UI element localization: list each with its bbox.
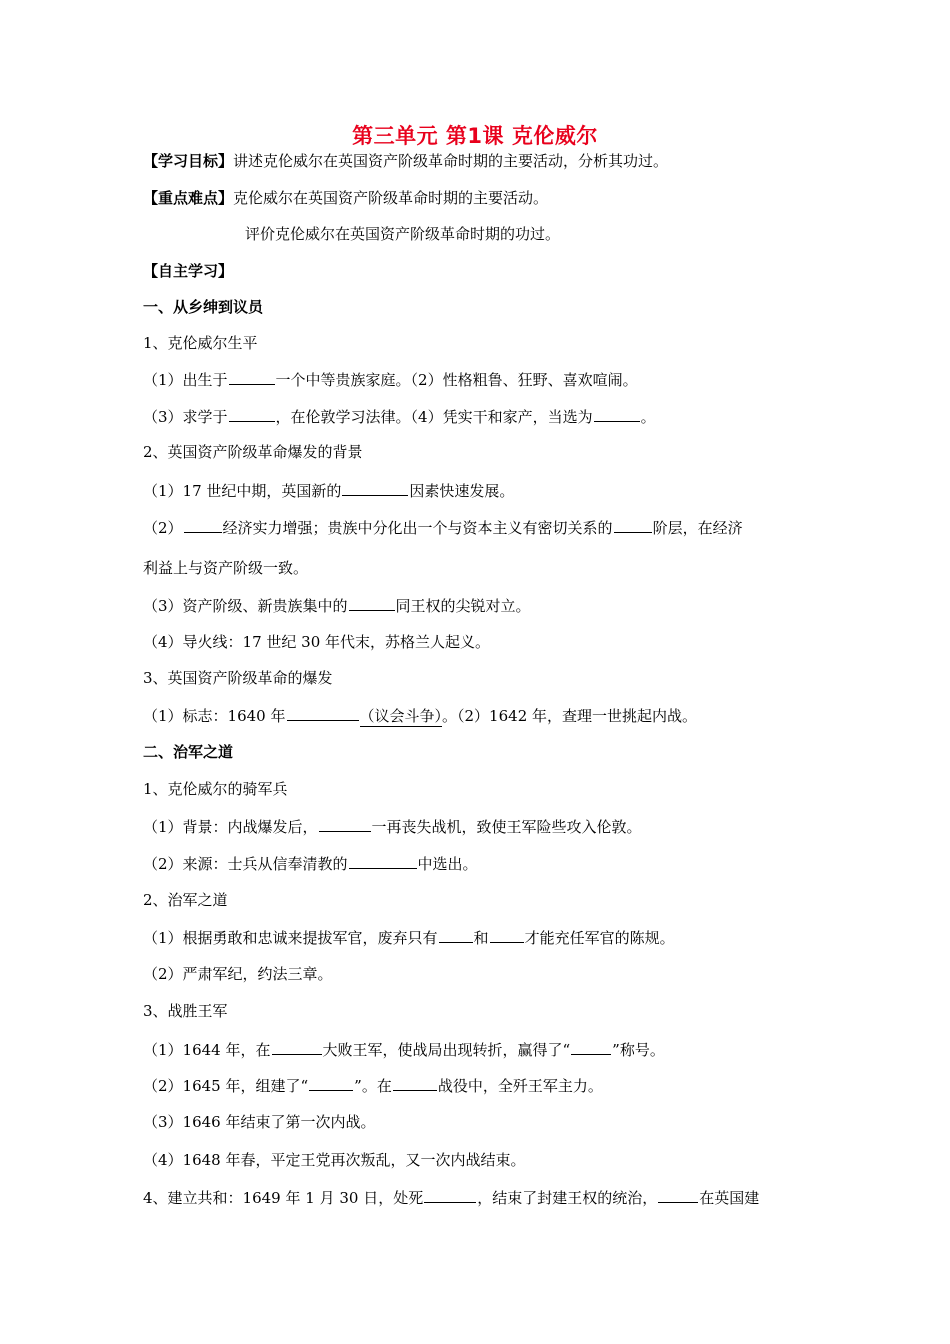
- section1-sub2-line3: 利益上与资产阶级一致。: [143, 559, 309, 577]
- self-study-heading: 【自主学习】: [143, 262, 234, 280]
- fill-blank[interactable]: [594, 405, 640, 422]
- section1-sub3-line1: [143, 704, 697, 727]
- text-fragment: （1）根据勇敢和忠诚来提拔军官，废弃只有: [143, 929, 438, 947]
- section2-sub3-line1: [143, 1038, 665, 1061]
- section2-sub1: 1、克伦威尔的骑军兵: [143, 780, 288, 798]
- text-fragment: （2）: [143, 519, 183, 537]
- text-fragment: （2）来源：士兵从信奉清教的: [143, 855, 348, 873]
- fill-blank[interactable]: [571, 1038, 611, 1055]
- objective-label: 【学习目标】: [143, 152, 234, 170]
- text-fragment: 战役中，全歼王军主力。: [437, 1077, 603, 1095]
- fill-blank[interactable]: [349, 852, 417, 869]
- text-fragment: ，结束了封建王权的统治，: [477, 1189, 658, 1207]
- fill-blank[interactable]: [342, 479, 408, 496]
- text-fragment: 大败王军，使战局出现转折，赢得了“: [322, 1041, 571, 1059]
- text-fragment: ，在伦敦学习法律。（4）凭实干和家产，当选为: [275, 408, 593, 426]
- section1-sub3: 3、英国资产阶级革命的爆发: [143, 669, 333, 687]
- section2-sub3-line4: （4）1648 年春，平定王党再次叛乱，又一次内战结束。: [143, 1151, 526, 1169]
- key-points: [143, 187, 548, 209]
- text-fragment: 才能充任军官的陈规。: [524, 929, 675, 947]
- section1-sub2-line4: [143, 594, 531, 617]
- section2-heading: 二、治军之道: [143, 743, 234, 761]
- section1-sub1: 1、克伦威尔生平: [143, 334, 258, 352]
- fill-blank[interactable]: [229, 368, 275, 385]
- text-fragment: （1）背景：内战爆发后，: [143, 818, 318, 836]
- keypoints-line2: 评价克伦威尔在英国资产阶级革命时期的功过。: [245, 225, 561, 243]
- fill-blank[interactable]: [490, 926, 524, 943]
- text-fragment: （2）1645 年，组建了“: [143, 1077, 309, 1095]
- text-fragment: 。（2）1642 年，查理一世挑起内战。: [442, 707, 698, 725]
- text-fragment: （3）求学于: [143, 408, 228, 426]
- text-fragment: 经济实力增强；贵族中分化出一个与资本主义有密切关系的: [222, 519, 613, 537]
- section1-sub2: 2、英国资产阶级革命爆发的背景: [143, 443, 363, 461]
- text-fragment: 因素快速发展。: [409, 482, 515, 500]
- text-fragment: 同王权的尖锐对立。: [395, 597, 531, 615]
- section2-sub3-line2: [143, 1074, 603, 1097]
- fill-blank[interactable]: [272, 1038, 322, 1055]
- text-fragment: 阶层，在经济: [652, 519, 743, 537]
- text-fragment: 中选出。: [417, 855, 478, 873]
- text-fragment: （1）17 世纪中期，英国新的: [143, 482, 342, 500]
- text-fragment: 和: [473, 929, 489, 947]
- text-fragment: （3）资产阶级、新贵族集中的: [143, 597, 348, 615]
- section2-sub2: 2、治军之道: [143, 891, 228, 909]
- section2-sub1-line2: [143, 852, 478, 875]
- text-fragment: 。: [640, 408, 656, 426]
- section2-sub3: 3、战胜王军: [143, 1002, 228, 1020]
- text-fragment: ”称号。: [612, 1041, 665, 1059]
- fill-blank[interactable]: [393, 1074, 437, 1091]
- text-fragment: （1）1644 年，在: [143, 1041, 271, 1059]
- section2-sub2-line1: [143, 926, 675, 949]
- fill-blank[interactable]: [184, 516, 222, 533]
- fill-blank[interactable]: [319, 815, 371, 832]
- underlined-answer: （议会斗争）: [359, 707, 443, 725]
- section2-sub1-line1: [143, 815, 642, 838]
- text-fragment: ”。在: [354, 1077, 392, 1095]
- text-fragment: 4、建立共和：1649 年 1 月 30 日，处死: [143, 1189, 424, 1207]
- section2-sub2-line2: （2）严肃军纪，约法三章。: [143, 965, 333, 983]
- keypoints-label: 【重点难点】: [143, 189, 234, 207]
- section1-sub2-line2: [143, 516, 743, 539]
- text-fragment: （1）出生于: [143, 371, 228, 389]
- objective-text: 讲述克伦威尔在英国资产阶级革命时期的主要活动，分析其功过。: [233, 152, 669, 170]
- section1-heading: 一、从乡绅到议员: [143, 298, 264, 316]
- fill-blank[interactable]: [349, 594, 395, 611]
- fill-blank[interactable]: [309, 1074, 353, 1091]
- section1-sub1-line2: [143, 405, 656, 428]
- page-title: 第三单元 第1课 克伦威尔: [352, 124, 598, 148]
- text-fragment: 一再丧失战机，致使王军险些攻入伦敦。: [371, 818, 642, 836]
- fill-blank[interactable]: [424, 1186, 476, 1203]
- fill-blank[interactable]: [229, 405, 275, 422]
- section1-sub2-line1: [143, 479, 514, 502]
- fill-blank[interactable]: [287, 704, 359, 721]
- section1-sub1-line1: [143, 368, 638, 391]
- section2-sub4: [143, 1186, 759, 1209]
- text-fragment: （1）标志：1640 年: [143, 707, 286, 725]
- fill-blank[interactable]: [658, 1186, 698, 1203]
- learning-objective: [143, 150, 668, 172]
- section1-sub2-line5: （4）导火线：17 世纪 30 年代末，苏格兰人起义。: [143, 633, 491, 651]
- fill-blank[interactable]: [439, 926, 473, 943]
- text-fragment: 一个中等贵族家庭。（2）性格粗鲁、狂野、喜欢喧闹。: [275, 371, 638, 389]
- keypoints-line1: 克伦威尔在英国资产阶级革命时期的主要活动。: [233, 189, 549, 207]
- section2-sub3-line3: （3）1646 年结束了第一次内战。: [143, 1113, 376, 1131]
- fill-blank[interactable]: [614, 516, 652, 533]
- text-fragment: 在英国建: [699, 1189, 760, 1207]
